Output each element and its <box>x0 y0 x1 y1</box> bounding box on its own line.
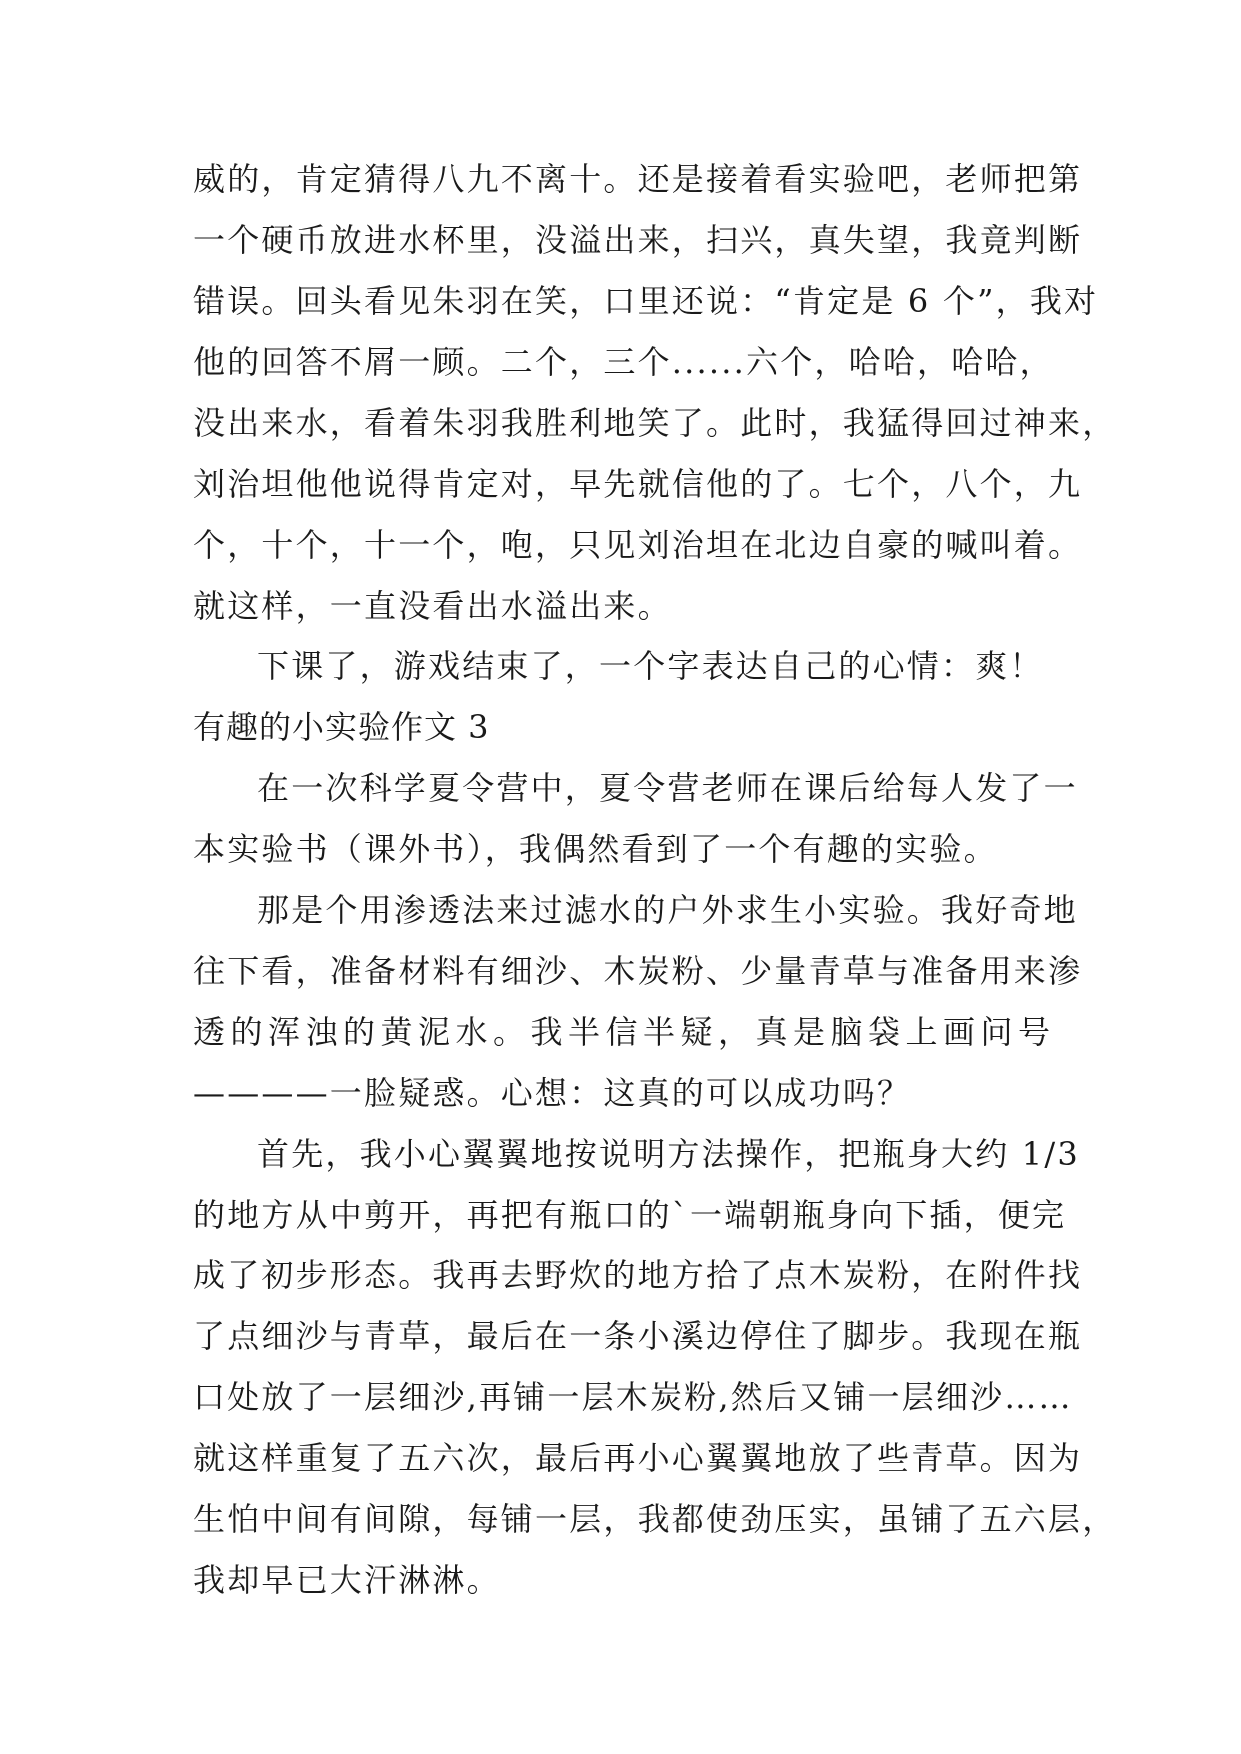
text-line: 刘治坦他他说得肯定对，早先就信他的了。七个，八个，九 <box>193 465 1083 503</box>
text-line: 一个硬币放进水杯里，没溢出来，扫兴，真失望，我竟判断 <box>193 221 1083 259</box>
text-line: 错误。回头看见朱羽在笑，口里还说：“肯定是 6 个”，我对 <box>193 282 1099 320</box>
text-line: 就这样重复了五六次，最后再小心翼翼地放了些青草。因为 <box>193 1439 1083 1477</box>
text-line: 生怕中间有间隙，每铺一层，我都使劲压实，虽铺了五六层， <box>193 1500 1117 1538</box>
text-line: 口处放了一层细沙,再铺一层木炭粉,然后又铺一层细沙…… <box>193 1378 1073 1416</box>
text-line: 威的，肯定猜得八九不离十。还是接着看实验吧，老师把第 <box>193 160 1083 198</box>
text-line: 就这样，一直没看出水溢出来。 <box>193 587 672 625</box>
text-line: 我却早已大汗淋淋。 <box>193 1561 501 1599</box>
text-line: 下课了，游戏结束了，一个字表达自己的心情：爽！ <box>257 647 1044 685</box>
text-line: 本实验书（课外书），我偶然看到了一个有趣的实验。 <box>193 830 998 868</box>
text-line: 了点细沙与青草，最后在一条小溪边停住了脚步。我现在瓶 <box>193 1317 1083 1355</box>
section-heading: 有趣的小实验作文 3 <box>193 708 490 746</box>
text-line: 没出来水，看着朱羽我胜利地笑了。此时，我猛得回过神来， <box>193 404 1117 442</box>
text-line: 那是个用渗透法来过滤水的户外求生小实验。我好奇地 <box>257 891 1078 929</box>
text-line: 透的浑浊的黄泥水。我半信半疑，真是脑袋上画问号 <box>193 1013 1056 1051</box>
text-line: 首先，我小心翼翼地按说明方法操作，把瓶身大约 1/3 <box>257 1135 1080 1173</box>
text-line: ————一脸疑惑。心想：这真的可以成功吗？ <box>193 1074 912 1112</box>
text-line: 他的回答不屑一顾。二个，三个......六个，哈哈，哈哈， <box>193 343 1054 381</box>
text-line: 在一次科学夏令营中，夏令营老师在课后给每人发了一 <box>257 769 1078 807</box>
text-line: 个，十个，十一个，咆，只见刘治坦在北边自豪的喊叫着。 <box>193 526 1083 564</box>
text-line: 往下看，准备材料有细沙、木炭粉、少量青草与准备用来渗 <box>193 952 1083 990</box>
text-line: 的地方从中剪开，再把有瓶口的`一端朝瓶身向下插，便完 <box>193 1196 1067 1234</box>
text-line: 成了初步形态。我再去野炊的地方拾了点木炭粉，在附件找 <box>193 1256 1083 1294</box>
